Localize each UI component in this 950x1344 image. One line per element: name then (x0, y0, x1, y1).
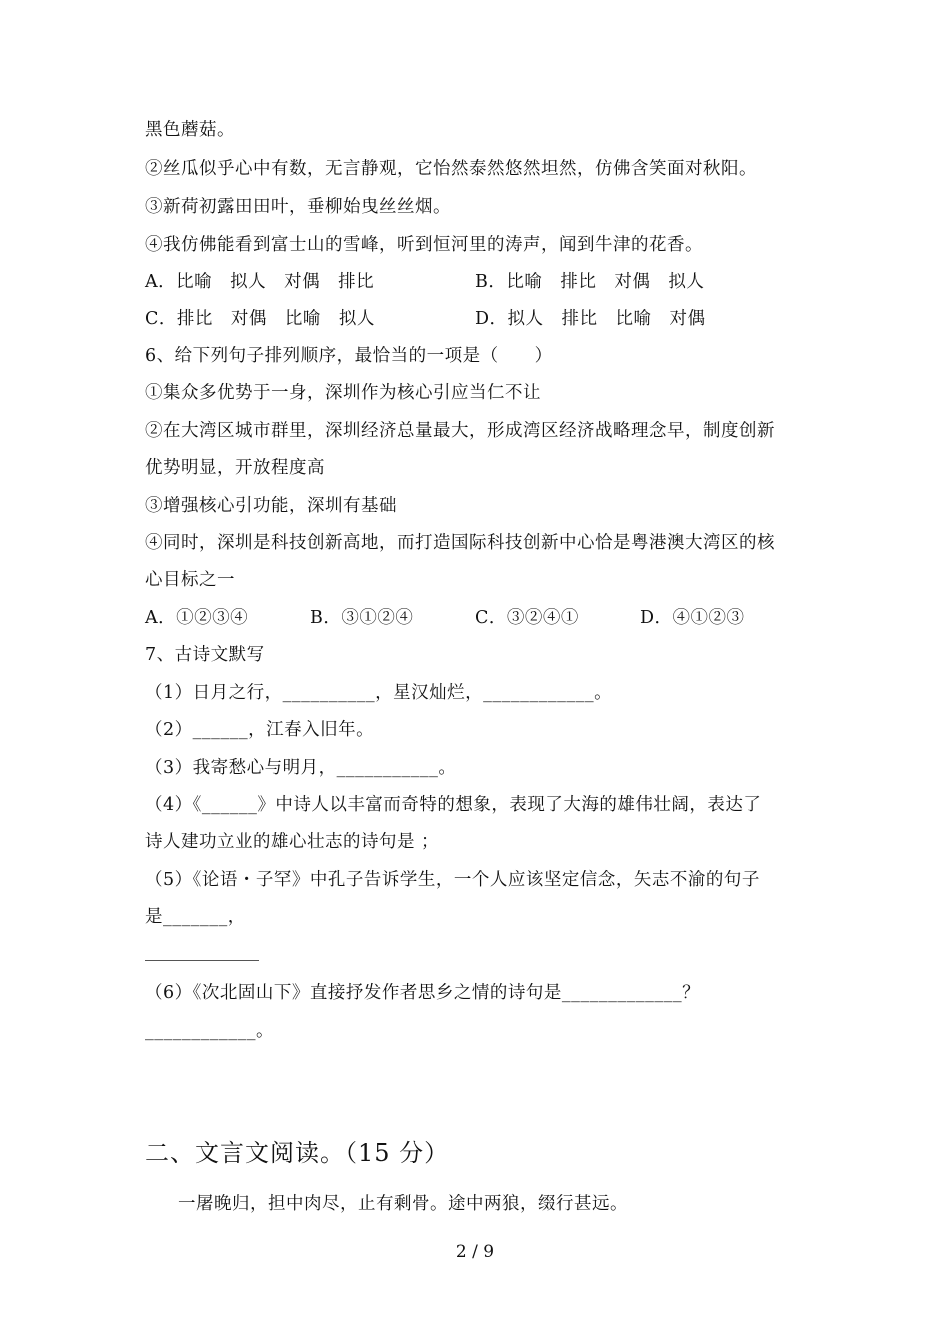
q5-sentence-3: ③新荷初露田田叶，垂柳始曳丝丝烟。 (145, 197, 451, 217)
q6-sentence-3: ③增强核心引功能，深圳有基础 (145, 496, 397, 516)
q5-sentence-2: ②丝瓜似乎心中有数，无言静观，它怡然泰然悠然坦然，仿佛含笑面对秋阳。 (145, 159, 757, 179)
q5-text-line: 黑色蘑菇。 (145, 120, 235, 140)
q5-sentence-4: ④我仿佛能看到富士山的雪峰，听到恒河里的涛声，闻到牛津的花香。 (145, 235, 703, 255)
q5-option-c: C．排比 对偶 比喻 拟人 (145, 309, 375, 329)
q7-part-1: （1）日月之行，__________，星汉灿烂，____________。 (145, 683, 613, 703)
q6-sentence-2a: ②在大湾区城市群里，深圳经济总量最大，形成湾区经济战略理念早，制度创新 (145, 421, 775, 441)
q7-stem: 7、古诗文默写 (145, 645, 265, 665)
q5-option-a: A．比喻 拟人 对偶 排比 (145, 272, 375, 292)
q6-stem: 6、给下列句子排列顺序，最恰当的一项是（ ） (145, 346, 553, 366)
q7-part-5a: （5）《论语・子罕》中孔子告诉学生，一个人应该坚定信念，矢志不渝的句子 (145, 870, 760, 890)
q7-part-6a: （6）《次北固山下》直接抒发作者思乡之情的诗句是_____________？ (145, 983, 701, 1003)
q6-option-a: A．①②③④ (145, 608, 249, 628)
q7-part-4b: 诗人建功立业的雄心壮志的诗句是 ； (145, 832, 440, 852)
q7-part-3: （3）我寄愁心与明月，___________。 (145, 758, 457, 778)
q6-option-b: B．③①②④ (310, 608, 414, 628)
section-2-heading: 二、文言文阅读。（15 分） (145, 1139, 450, 1167)
q6-sentence-1: ①集众多优势于一身，深圳作为核心引应当仁不让 (145, 383, 541, 403)
q6-option-d: D．④①②③ (640, 608, 745, 628)
answer-blank-line (145, 960, 259, 961)
q6-sentence-4b: 心目标之一 (145, 570, 235, 590)
q7-part-6b: ____________。 (145, 1021, 274, 1041)
q7-part-4a: （4）《______》中诗人以丰富而奇特的想象，表现了大海的雄伟壮阔，表达了 (145, 795, 762, 815)
q6-option-c: C．③②④① (475, 608, 579, 628)
section-2-passage-line: 一屠晚归，担中肉尽，止有剩骨。途中两狼，缀行甚远。 (178, 1194, 628, 1214)
q5-option-d: D．拟人 排比 比喻 对偶 (475, 309, 706, 329)
q6-sentence-4a: ④同时，深圳是科技创新高地，而打造国际科技创新中心恰是粤港澳大湾区的核 (145, 533, 775, 553)
q7-part-5b: 是_______， (145, 907, 246, 927)
page-number: 2 / 9 (455, 1242, 495, 1262)
q7-part-2: （2）______，江春入旧年。 (145, 720, 375, 740)
q5-option-b: B．比喻 排比 对偶 拟人 (475, 272, 705, 292)
q6-sentence-2b: 优势明显，开放程度高 (145, 458, 325, 478)
